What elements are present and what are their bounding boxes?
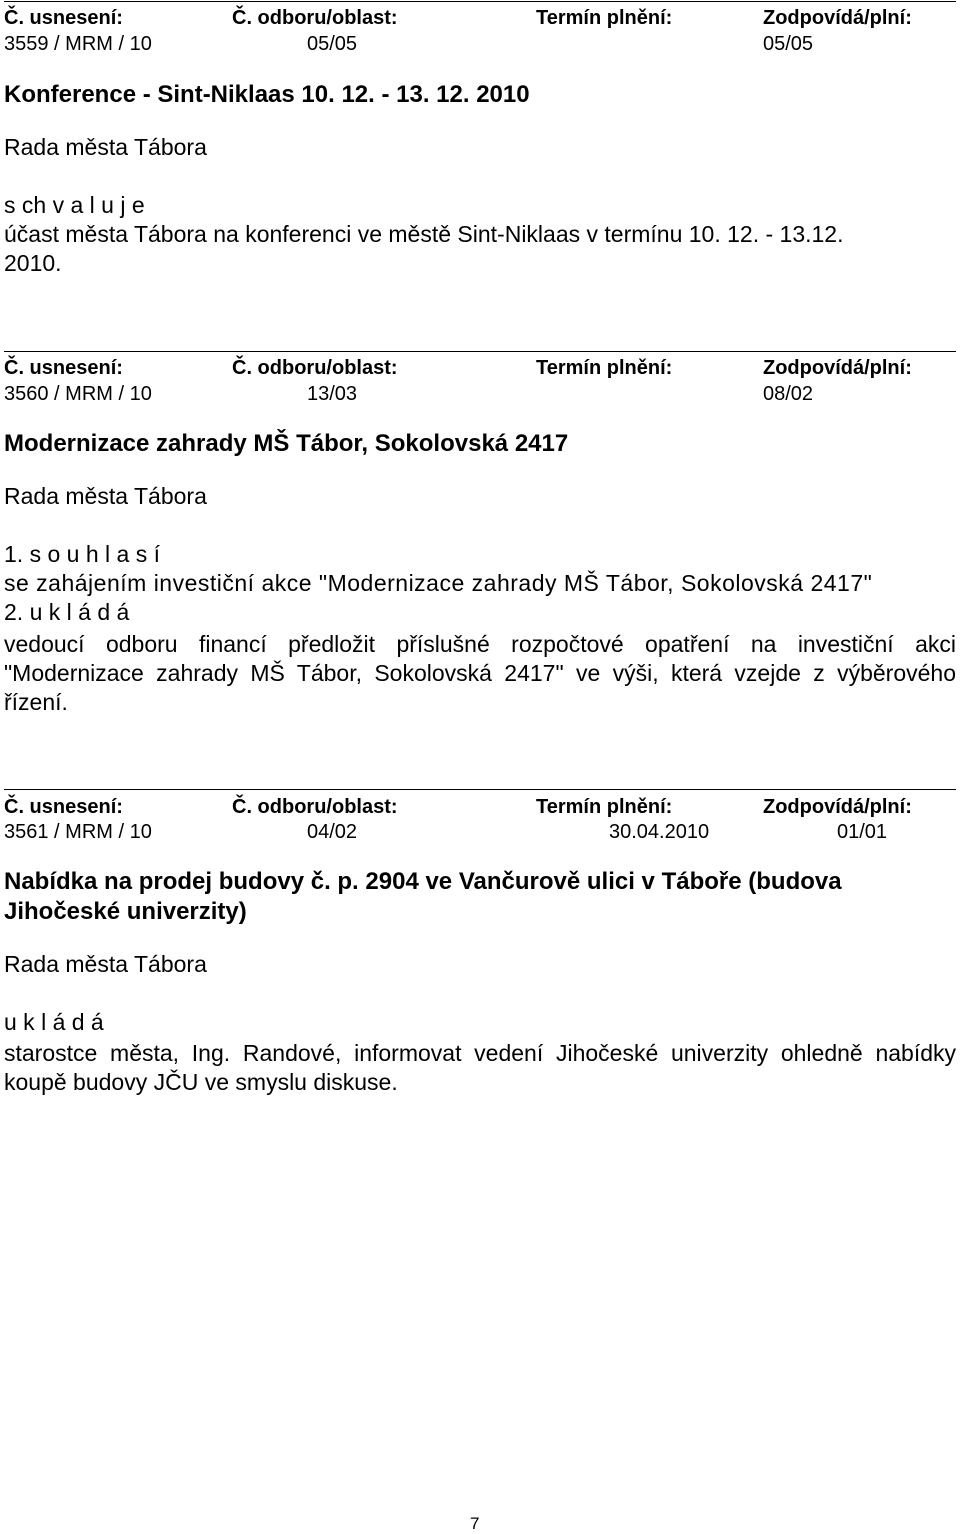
header-department: Č. odboru/oblast:	[232, 7, 398, 29]
header-resolution-no: Č. usnesení:	[4, 7, 123, 29]
resolution-text-2: vedoucí odboru financí předložit příslušné rozpočtové opatření na investiční akci "Modernizace zahrady MŠ Tábor, Sokolovská 2417" ve výši, která vzejde z výběrového řízení.	[4, 631, 956, 715]
resolution-title: Modernizace zahrady MŠ Tábor, Sokolovská 2417	[4, 430, 569, 457]
resolution-body-org: Rada města Tábora	[4, 134, 207, 160]
resolution-number: 3559 / MRM / 10	[4, 33, 152, 55]
resolution-verb: s ch v a l u j e	[4, 192, 145, 218]
resolution-verb-1: 1. s o u h l a s í	[4, 541, 160, 567]
header-responsible: Zodpovídá/plní:	[763, 357, 912, 379]
header-deadline: Termín plnění:	[536, 7, 673, 29]
separator-rule	[4, 351, 956, 352]
header-resolution-no: Č. usnesení:	[4, 357, 123, 379]
header-deadline: Termín plnění:	[536, 796, 673, 818]
resolution-department: 05/05	[307, 33, 358, 55]
resolution-number: 3560 / MRM / 10	[4, 383, 152, 405]
separator-rule	[4, 1, 956, 2]
resolution-title: Nabídka na prodej budovy č. p. 2904 ve Vančurově ulici v Táboře (budova Jihočeské univerzity)	[4, 868, 842, 925]
resolution-responsible: 08/02	[763, 383, 814, 405]
resolution-text-1: se zahájením investiční akce "Modernizace zahrady MŠ Tábor, Sokolovská 2417"	[4, 570, 873, 596]
header-department: Č. odboru/oblast:	[232, 796, 398, 818]
page-number: 7	[470, 1514, 480, 1533]
resolution-department: 04/02	[307, 821, 358, 843]
header-responsible: Zodpovídá/plní:	[763, 7, 912, 29]
separator-rule	[4, 789, 956, 790]
header-deadline: Termín plnění:	[536, 357, 673, 379]
resolution-verb: u k l á d á	[4, 1009, 104, 1035]
header-department: Č. odboru/oblast:	[232, 357, 398, 379]
resolution-title: Konference - Sint-Niklaas 10. 12. - 13. 12. 2010	[4, 81, 530, 108]
resolution-number: 3561 / MRM / 10	[4, 821, 152, 843]
resolution-body-org: Rada města Tábora	[4, 951, 207, 977]
resolution-responsible: 01/01	[837, 821, 888, 843]
resolution-responsible: 05/05	[763, 33, 814, 55]
header-responsible: Zodpovídá/plní:	[763, 796, 912, 818]
header-resolution-no: Č. usnesení:	[4, 796, 123, 818]
resolution-verb-2: 2. u k l á d á	[4, 599, 130, 625]
resolution-deadline: 30.04.2010	[609, 821, 710, 843]
resolution-body-org: Rada města Tábora	[4, 483, 207, 509]
resolution-text: účast města Tábora na konferenci ve městě Sint-Niklaas v termínu 10. 12. - 13.12. 2010.	[4, 221, 844, 276]
resolution-department: 13/03	[307, 383, 358, 405]
resolution-text: starostce města, Ing. Randové, informovat vedení Jihočeské univerzity ohledně nabídky koupě budovy JČU ve smyslu diskuse.	[4, 1040, 956, 1095]
